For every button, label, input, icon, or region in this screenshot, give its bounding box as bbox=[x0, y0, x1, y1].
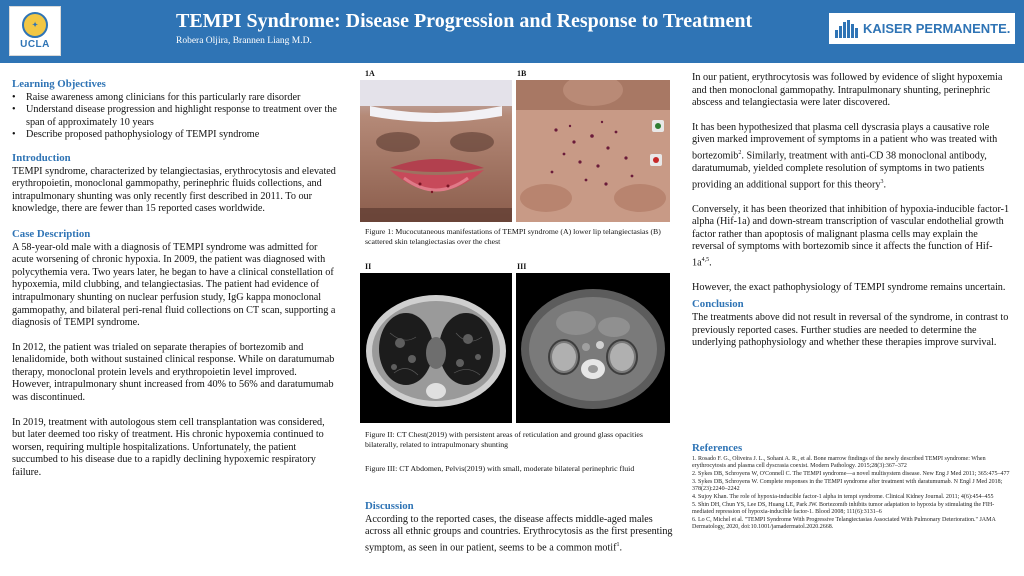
reference-item: 5. Shin DH, Chun YS, Lee DS, Huang LE, Park JW. Bortezomib inhibits tumor adaptation to hypoxia by stimulating the FIH-mediated repression of hypoxia-inducible factor-1. Blood 2008; 111(6):3131–6 bbox=[692, 501, 995, 516]
figure-1b-label: 1B bbox=[517, 69, 527, 78]
case-paragraph: In 2019, treatment with autologous stem cell transplantation was considered, but later deemed too risky of treatment. His chronic hypoxemia continued to worsen, requiring multiple hospitalizations. Unfortunately, the patient succumbed to his disease due to a rapidly declining hypoxemic respiratory failure. bbox=[12, 416, 325, 479]
discussion-heading: Discussion bbox=[365, 500, 414, 512]
poster-authors: Robera Oljira, Brannen Liang M.D. bbox=[176, 36, 312, 46]
discussion-paragraph-3: Conversely, it has been theorized that inhibition of hypoxia-inducible factor-1 alpha (Hif-1a) and down-stream transcription of vascular endothelial growth factor rather than apoptosis of malignant plasma cells may explain the reversal of symptoms with bortezomib since it affects the function of Hif-$1a^{4,5}$. bbox=[692, 203, 1010, 269]
discussion-section bbox=[365, 500, 677, 555]
learning-objectives-list bbox=[12, 92, 338, 142]
left-column bbox=[12, 78, 338, 492]
discussion-paragraph-4: However, the exact pathophysiology of TEMPI syndrome remains uncertain. bbox=[692, 281, 1006, 293]
ucla-logo-text: UCLA bbox=[20, 39, 50, 50]
kp-sunburst-icon bbox=[835, 20, 859, 38]
ucla-seal-icon: ✦ bbox=[22, 12, 48, 38]
reference-item: 6. Lo C, Michel et al. "TEMPI Syndrome With Progressive Telangiectasias Associated With Pulmonary Deterioration." JAMA Dermatology, 2020, doi:10.1001/jamadermatol.2020.2668. bbox=[692, 516, 996, 531]
figure-2-caption: Figure II: CT Chest(2019) with persistent areas of reticulation and ground glass opacities bilaterally, related to intrapulmonary shunting bbox=[365, 430, 643, 449]
references-section bbox=[692, 442, 1012, 532]
reference-item: 3. Sykes DB, Schroyens W. Complete responses in the TEMPI syndrome after treatment with daratumumab. N Engl J Med 2018; 378(23):2240–2242 bbox=[692, 478, 1003, 493]
reference-item: 2. Sykes DB, Schroyens W, O'Connell C. The TEMPI syndrome—a novel multisystem disease. New Eng J Med 2011; 365:475–477 bbox=[692, 471, 1010, 478]
figure-3-caption: Figure III: CT Abdomen, Pelvis(2019) with small, moderate bilateral perinephric fluid bbox=[365, 464, 635, 473]
case-description-heading: Case Description bbox=[12, 227, 91, 240]
reference-item: 4. Sujoy Khan. The role of hypoxia-inducible factor-1 alpha in tempi syndrome. Clinical Kidney Journal. 2011; 4(6):454–455 bbox=[692, 493, 994, 500]
case-paragraph: In 2012, the patient was trialed on separate therapies of bortezomib and lenalidomide, both without sustained clinical response. While on daratumumab therapy, monoclonal protein levels and erythropoietin level improved. However, intrapulmonary shunt increased from 40% to 56% and daratumumab was discontinued. bbox=[12, 341, 335, 404]
figure-1a-label: 1A bbox=[365, 69, 375, 78]
case-paragraph: A 58-year-old male with a diagnosis of TEMPI syndrome was admitted for acute worsening of chronic hypoxia. In 2009, the patient was diagnosed with polycythemia vera. Two years later, he began to have a clinical constellation of hypoxemia, mild clubbing, and telangiectasias. The patient had evidence of intrapulmonary shunting on nuclear perfusion study, IgG kappa monoclonal gammopathy, and bilateral peri-renal fluid collections on CT scan, supporting a diagnosis of TEMPI syndrome. bbox=[12, 241, 336, 329]
poster-header bbox=[0, 0, 1024, 63]
learning-objectives-heading: Learning Objectives bbox=[12, 78, 106, 90]
conclusion-text: The treatments above did not result in reversal of the syndrome, in contrast to previously reported cases. Further studies are needed to determine the underlying pathophysiology and whether these therapies improve survival. bbox=[692, 312, 1009, 349]
introduction-heading: Introduction bbox=[12, 151, 71, 164]
objective-item: • Raise awareness among clinicians for this particularly rare disorder bbox=[12, 92, 338, 105]
lip-telangiectasia-photo bbox=[360, 80, 512, 222]
figure-3-label: III bbox=[517, 262, 527, 271]
ct-chest-image bbox=[360, 273, 512, 423]
ucla-logo bbox=[9, 6, 61, 56]
kp-logo-text: KAISER PERMANENTE. bbox=[863, 21, 1011, 36]
discussion-paragraph-2: It has been hypothesized that plasma cell dyscrasia plays a causative role given marked improvement of symptoms in a patient who was treated with bortezomib$^2$. Similarly, treatment with anti-CD 38 monoclonal antibody, daratumumab, yielded complete resolution of symptoms in two patients providing an additional support for this theory$^3$. bbox=[692, 121, 998, 190]
introduction-text: TEMPI syndrome, characterized by telangiectasias, erythrocytosis and elevated erythropoietin, monoclonal gammopathy, perinephric fluids collections, and intrapulmonary shunting was only recently first described in 2011. To our knowledge, there are fewer than 15 reported cases worldwide. bbox=[12, 165, 336, 215]
objective-item: • Understand disease progression and highlight response to treatment over the span of approximately 10 years bbox=[12, 104, 338, 129]
figure-2-label: II bbox=[365, 262, 372, 271]
figure-1-caption: Figure 1: Mucocutaneous manifestations of TEMPI syndrome (A) lower lip telangiectasias (B) scattered skin telangiectasias over the chest bbox=[365, 227, 661, 246]
poster-title: TEMPI Syndrome: Disease Progression and Response to Treatment bbox=[176, 10, 753, 32]
kaiser-permanente-logo bbox=[829, 13, 1015, 44]
conclusion-heading: Conclusion bbox=[692, 298, 744, 311]
right-column bbox=[692, 72, 1010, 350]
references-heading: References bbox=[692, 442, 743, 454]
discussion-paragraph-1: In our patient, erythrocytosis was followed by evidence of slight hypoxemia and then monoclonal gammopathy. Intrapulmonary shunting, perinephric abscess and telangiectasia were later discovered. bbox=[692, 72, 1003, 109]
ct-abdomen-image bbox=[516, 273, 670, 423]
objective-item: • Describe proposed pathophysiology of TEMPI syndrome bbox=[12, 129, 338, 142]
chest-telangiectasia-photo bbox=[516, 80, 670, 222]
discussion-text: According to the reported cases, the disease affects middle-aged males across all ethnic groups and countries. Erythrocytosis as the first presenting symptom, as seen in our patient, seems to be a common motif$^1$. bbox=[365, 513, 673, 554]
reference-item: 1. Rosado F. G., Oliveira J. L., Sohani A. R., et al. Bone marrow findings of the newly described TEMPI syndrome: When erythrocytosis and plasma cell dyscrasia coexist. Modern Pathology. 2015;28(3):367–372 bbox=[692, 456, 986, 470]
